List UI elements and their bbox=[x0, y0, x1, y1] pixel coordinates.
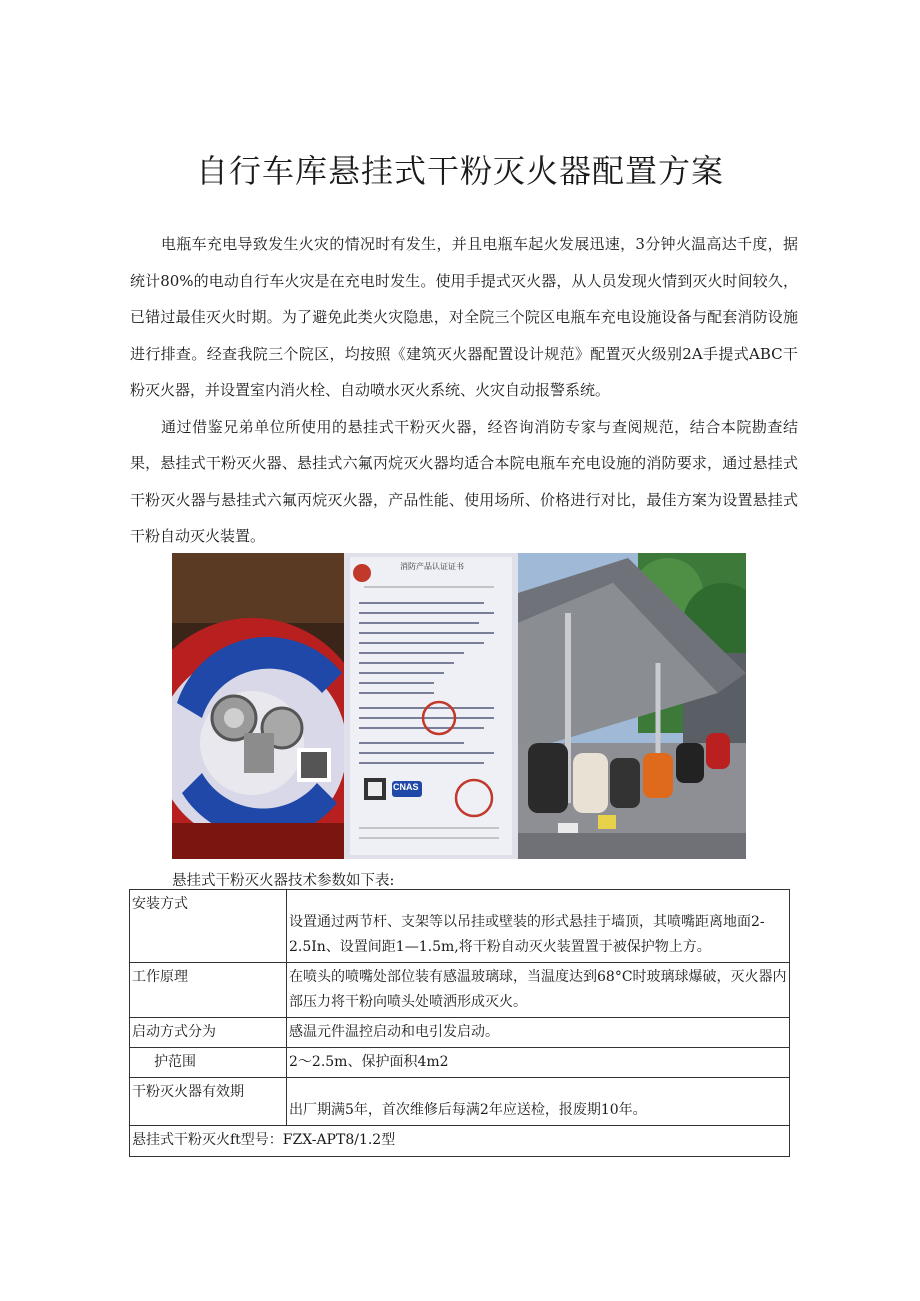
table-row bbox=[130, 1126, 790, 1157]
table-row bbox=[130, 890, 790, 963]
row-label-cell bbox=[130, 1048, 287, 1078]
row-value: 在喷头的喷嘴处部位装有感温玻璃球，当温度达到68°C时玻璃球爆破，灭火器内部压力将干粉向喷头处喷洒形成灭火。 bbox=[287, 963, 790, 1018]
cnas-logo: CNAS bbox=[393, 782, 419, 792]
row-label: 启动方式分为 bbox=[130, 1018, 287, 1048]
table-row bbox=[130, 963, 790, 1018]
row-label: 安装方式 bbox=[130, 890, 287, 963]
row-value: 感温元件温控启动和电引发启动。 bbox=[287, 1018, 790, 1048]
bicycle-shed-photo bbox=[518, 553, 746, 859]
paragraph-2: 通过借鉴兄弟单位所使用的悬挂式干粉灭火器，经咨询消防专家与查阅规范，结合本院勘查结果，悬挂式干粉灭火器、悬挂式六氟丙烷灭火器均适合本院电瓶车充电设施的消防要求，通过悬挂式干粉灭火器与悬挂式六氟丙烷灭火器，产品性能、使用场所、价格进行对比，最佳方案为设置悬挂式干粉自动灭火装置。 bbox=[130, 417, 798, 545]
certificate-heading: 消防产品认证证书 bbox=[400, 562, 464, 571]
certificate-photo bbox=[344, 553, 518, 859]
document-title: 自行车库悬挂式干粉灭火器配置方案 bbox=[195, 152, 724, 190]
table-row bbox=[130, 1018, 790, 1048]
row-label: 干粉灭火器有效期 bbox=[130, 1078, 287, 1126]
row-value: 设置通过两节杆、支架等以吊挂或壁装的形式悬挂于墙顶，其喷嘴距离地面2-2.5In、设置间距1—1.5m,将干粉自动灭火装置置于被保护物上方。 bbox=[287, 890, 790, 963]
photo-strip bbox=[172, 553, 746, 859]
paragraph-1: 电瓶车充电导致发生火灾的情况时有发生，并且电瓶车起火发展迅速，3分钟火温高达千度，据统计80%的电动自行车火灾是在充电时发生。使用手提式灭火器，从人员发现火情到灭火时间较久，已错过最佳灭火时期。为了避免此类火灾隐患，对全院三个院区电瓶车充电设施设备与配套消防设施进行排查。经查我院三个院区，均按照《建筑灭火器配置设计规范》配置灭火级别2A手提式ABC干粉灭火器，并设置室内消火栓、自动喷水灭火系统、火灾自动报警系统。 bbox=[130, 235, 798, 399]
document-body bbox=[130, 226, 798, 555]
row-label: 护范围 bbox=[154, 1054, 196, 1070]
row-label: 工作原理 bbox=[130, 963, 287, 1018]
table-row bbox=[130, 1078, 790, 1126]
table-footer: 悬挂式干粉灭火ft型号：FZX-APT8/1.2型 bbox=[130, 1126, 790, 1157]
extinguisher-photo bbox=[172, 553, 344, 859]
row-value: 2～2.5m、保护面积4m2 bbox=[287, 1048, 790, 1078]
table-caption: 悬挂式干粉灭火器技术参数如下表: bbox=[172, 873, 395, 889]
spec-table bbox=[129, 889, 790, 1157]
row-value: 出厂期满5年，首次维修后每满2年应送检，报废期10年。 bbox=[287, 1078, 790, 1126]
table-row bbox=[130, 1048, 790, 1078]
